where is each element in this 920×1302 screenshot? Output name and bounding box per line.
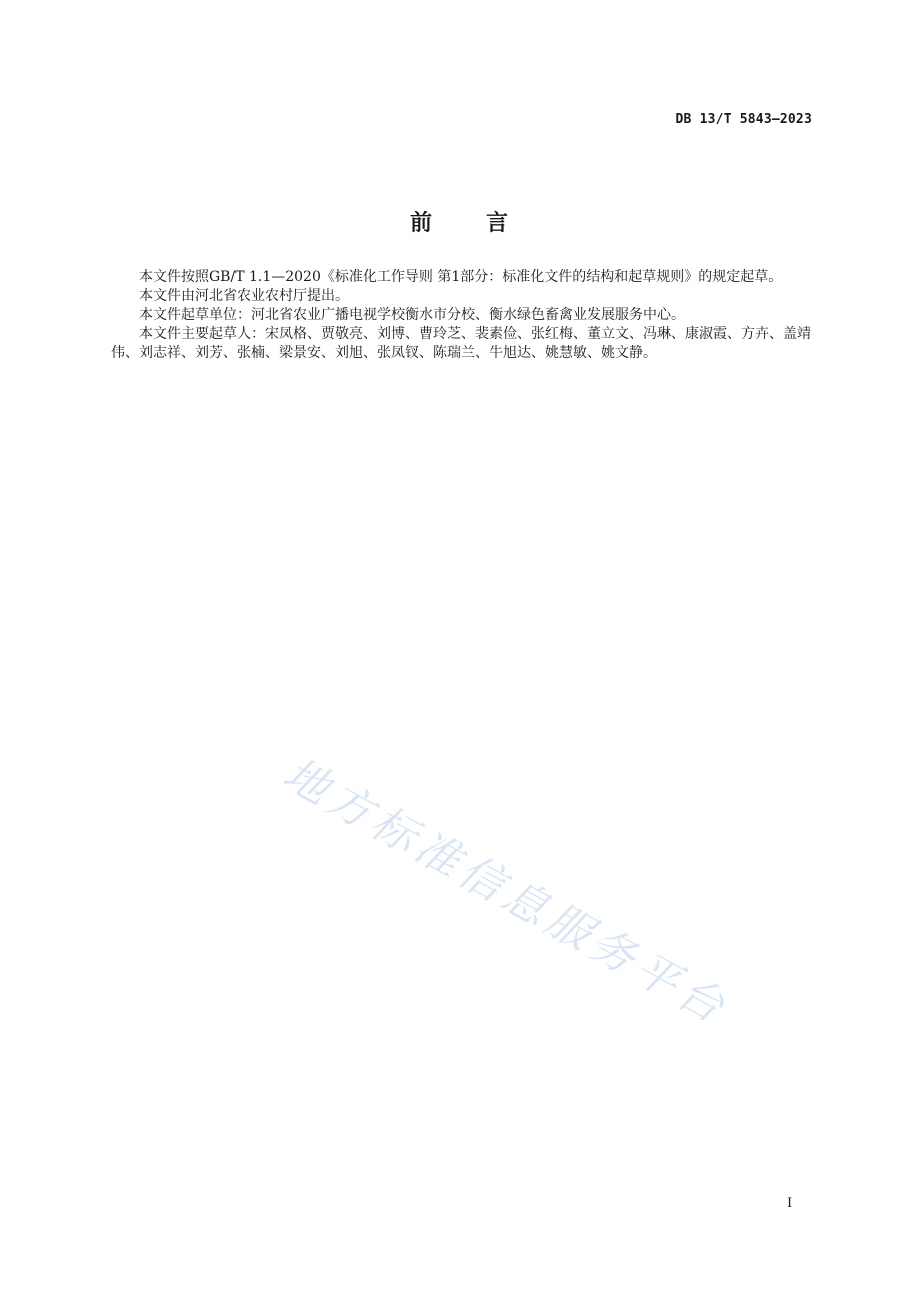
paragraph-drafting-rules: 本文件按照GB/T 1.1—2020《标准化工作导则 第1部分：标准化文件的结构和起草规则》的规定起草。	[139, 269, 783, 285]
paragraph-drafting-units: 本文件起草单位：河北省农业广播电视学校衡水市分校、衡水绿色畜禽业发展服务中心。	[139, 307, 685, 323]
paragraph-drafters: 本文件主要起草人：宋凤格、贾敬亮、刘博、曹玲芝、裴素俭、张红梅、董立文、冯琳、康淑霞、方卉、盖靖伟、刘志祥、刘芳、张楠、梁景安、刘旭、张凤钗、陈瑞兰、牛旭达、姚慧敏、姚文静。	[111, 326, 811, 361]
document-code: DB 13/T 5843—2023	[675, 112, 812, 127]
title-char-2: 言	[486, 211, 511, 236]
title-char-1: 前	[409, 211, 434, 236]
page-title	[0, 206, 920, 237]
page-number: I	[787, 1196, 793, 1211]
preface-body	[111, 268, 811, 363]
watermark: 地方标准信息服务平台	[274, 748, 737, 1036]
paragraph-proposer: 本文件由河北省农业农村厅提出。	[139, 288, 349, 304]
